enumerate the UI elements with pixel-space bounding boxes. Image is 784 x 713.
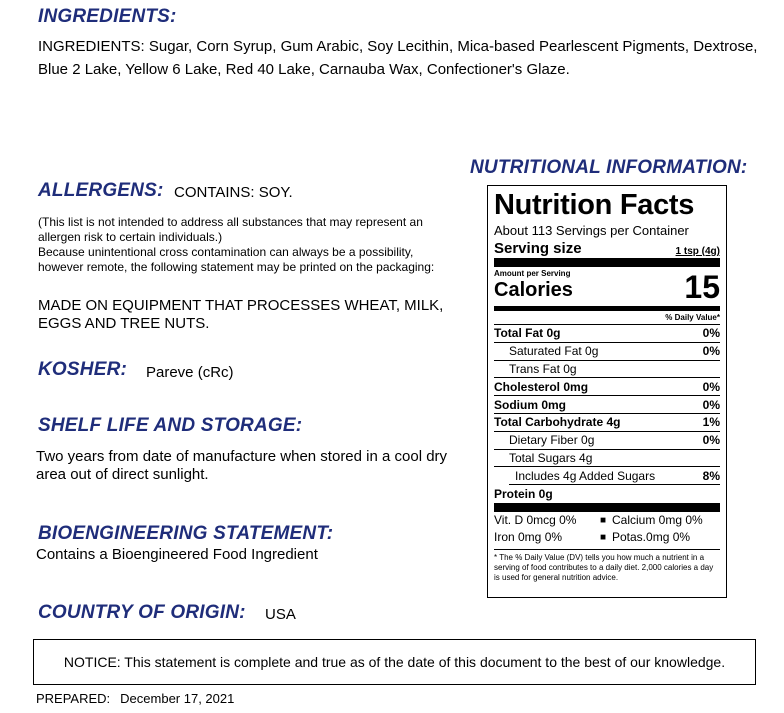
nutrient-label: Dietary Fiber 0g <box>509 433 595 448</box>
thick-divider <box>494 258 720 267</box>
ingredients-text: INGREDIENTS: Sugar, Corn Syrup, Gum Arabic, Soy Lecithin, Mica-based Pearlescent Pigments, Dextrose, Blue 2 Lake, Yellow 6 Lake, Red 40 Lake, Carnauba Wax, Confectioner's Glaze. <box>38 38 758 78</box>
nutrient-row <box>494 325 720 343</box>
nutritional-information-heading: NUTRITIONAL INFORMATION: <box>470 157 748 178</box>
nutrient-label: Trans Fat 0g <box>509 361 577 376</box>
iron: Iron 0mg 0% <box>494 530 563 545</box>
kosher-value: Pareve (cRc) <box>146 364 234 381</box>
nutrient-row <box>494 378 720 396</box>
nutrition-facts-panel <box>487 185 727 598</box>
nutrient-label: Includes 4g Added Sugars <box>515 468 656 483</box>
daily-value-header: % Daily Value* <box>494 311 720 325</box>
calories-label: Calories <box>494 279 573 301</box>
nutrient-row <box>494 361 720 379</box>
nutrient-row <box>494 343 720 361</box>
nutrient-row <box>494 414 720 432</box>
shelf-life-text: Two years from date of manufacture when stored in a cool dry area out of direct sunlight. <box>36 448 448 483</box>
nutrient-pct: 0% <box>702 379 720 394</box>
nutrient-pct: 0% <box>702 344 720 359</box>
calories-value: 15 <box>684 269 720 305</box>
country-of-origin-value: USA <box>265 606 296 623</box>
bioengineering-text: Contains a Bioengineered Food Ingredient <box>36 546 318 563</box>
amount-per-serving: Amount per Serving <box>494 269 571 278</box>
vitamin-row <box>494 529 720 546</box>
servings-per-container: About 113 Servings per Container <box>494 223 689 238</box>
vitamin-row <box>494 512 720 529</box>
notice-text: NOTICE: This statement is complete and true as of the date of this document to the best of our knowledge. <box>63 654 726 670</box>
nutrient-pct: 1% <box>702 415 720 430</box>
nutrient-pct: 0% <box>702 397 720 412</box>
serving-size-row <box>494 238 720 257</box>
prepared-date: December 17, 2021 <box>120 691 235 706</box>
allergens-statement: MADE ON EQUIPMENT THAT PROCESSES WHEAT, MILK, EGGS AND TREE NUTS. <box>38 297 444 332</box>
vitamin-d: Vit. D 0mcg 0% <box>494 513 577 528</box>
nutrient-label: Total Sugars 4g <box>509 450 593 465</box>
notice-box <box>33 639 756 685</box>
nutrition-facts-title: Nutrition Facts <box>494 189 695 221</box>
calcium: Calcium 0mg 0% <box>612 513 703 528</box>
nutrient-pct: 0% <box>702 433 720 448</box>
serving-size-value: 1 tsp (4g) <box>675 246 720 257</box>
prepared-label: PREPARED: <box>36 691 111 706</box>
bioengineering-heading: BIOENGINEERING STATEMENT: <box>38 523 334 544</box>
nutrient-row <box>494 450 720 468</box>
separator-square-icon: ■ <box>599 531 607 543</box>
allergens-note-1: (This list is not intended to address all substances that may represent an allergen risk to certain individuals.) <box>38 215 423 244</box>
ingredients-heading: INGREDIENTS: <box>38 6 177 27</box>
allergens-heading: ALLERGENS: <box>38 180 164 201</box>
daily-value-footnote: * The % Daily Value (DV) tells you how much a nutrient in a serving of food contributes to a daily diet. 2,000 calories a day is used for general nutrition advice. <box>494 549 720 583</box>
nutrient-label: Total Carbohydrate 4g <box>494 415 621 430</box>
nutrient-label: Cholesterol 0mg <box>494 379 589 394</box>
country-of-origin-heading: COUNTRY OF ORIGIN: <box>38 602 246 623</box>
allergens-note-2: Because unintentional cross contamination can always be a possibility, however remote, the following statement may be printed on the packaging: <box>38 245 435 274</box>
potassium: Potas.0mg 0% <box>612 530 691 545</box>
nutrient-row <box>494 485 720 503</box>
protein-divider <box>494 503 720 512</box>
nutrient-pct: 8% <box>702 468 720 483</box>
nutrient-row <box>494 396 720 414</box>
prepared-line <box>36 691 234 706</box>
serving-size-label: Serving size <box>494 240 582 257</box>
allergens-contains: CONTAINS: SOY. <box>174 184 293 201</box>
nutrient-label: Protein 0g <box>494 487 553 502</box>
nutrient-pct: 0% <box>702 326 720 341</box>
nutrient-label: Total Fat 0g <box>494 326 561 341</box>
shelf-life-heading: SHELF LIFE AND STORAGE: <box>38 415 303 436</box>
nutrient-label: Sodium 0mg <box>494 397 567 412</box>
allergens-note <box>38 215 458 275</box>
nutrient-label: Saturated Fat 0g <box>509 344 599 359</box>
separator-square-icon: ■ <box>599 514 607 526</box>
nutrient-row <box>509 467 720 485</box>
nutrient-row <box>494 432 720 450</box>
kosher-heading: KOSHER: <box>38 359 128 380</box>
